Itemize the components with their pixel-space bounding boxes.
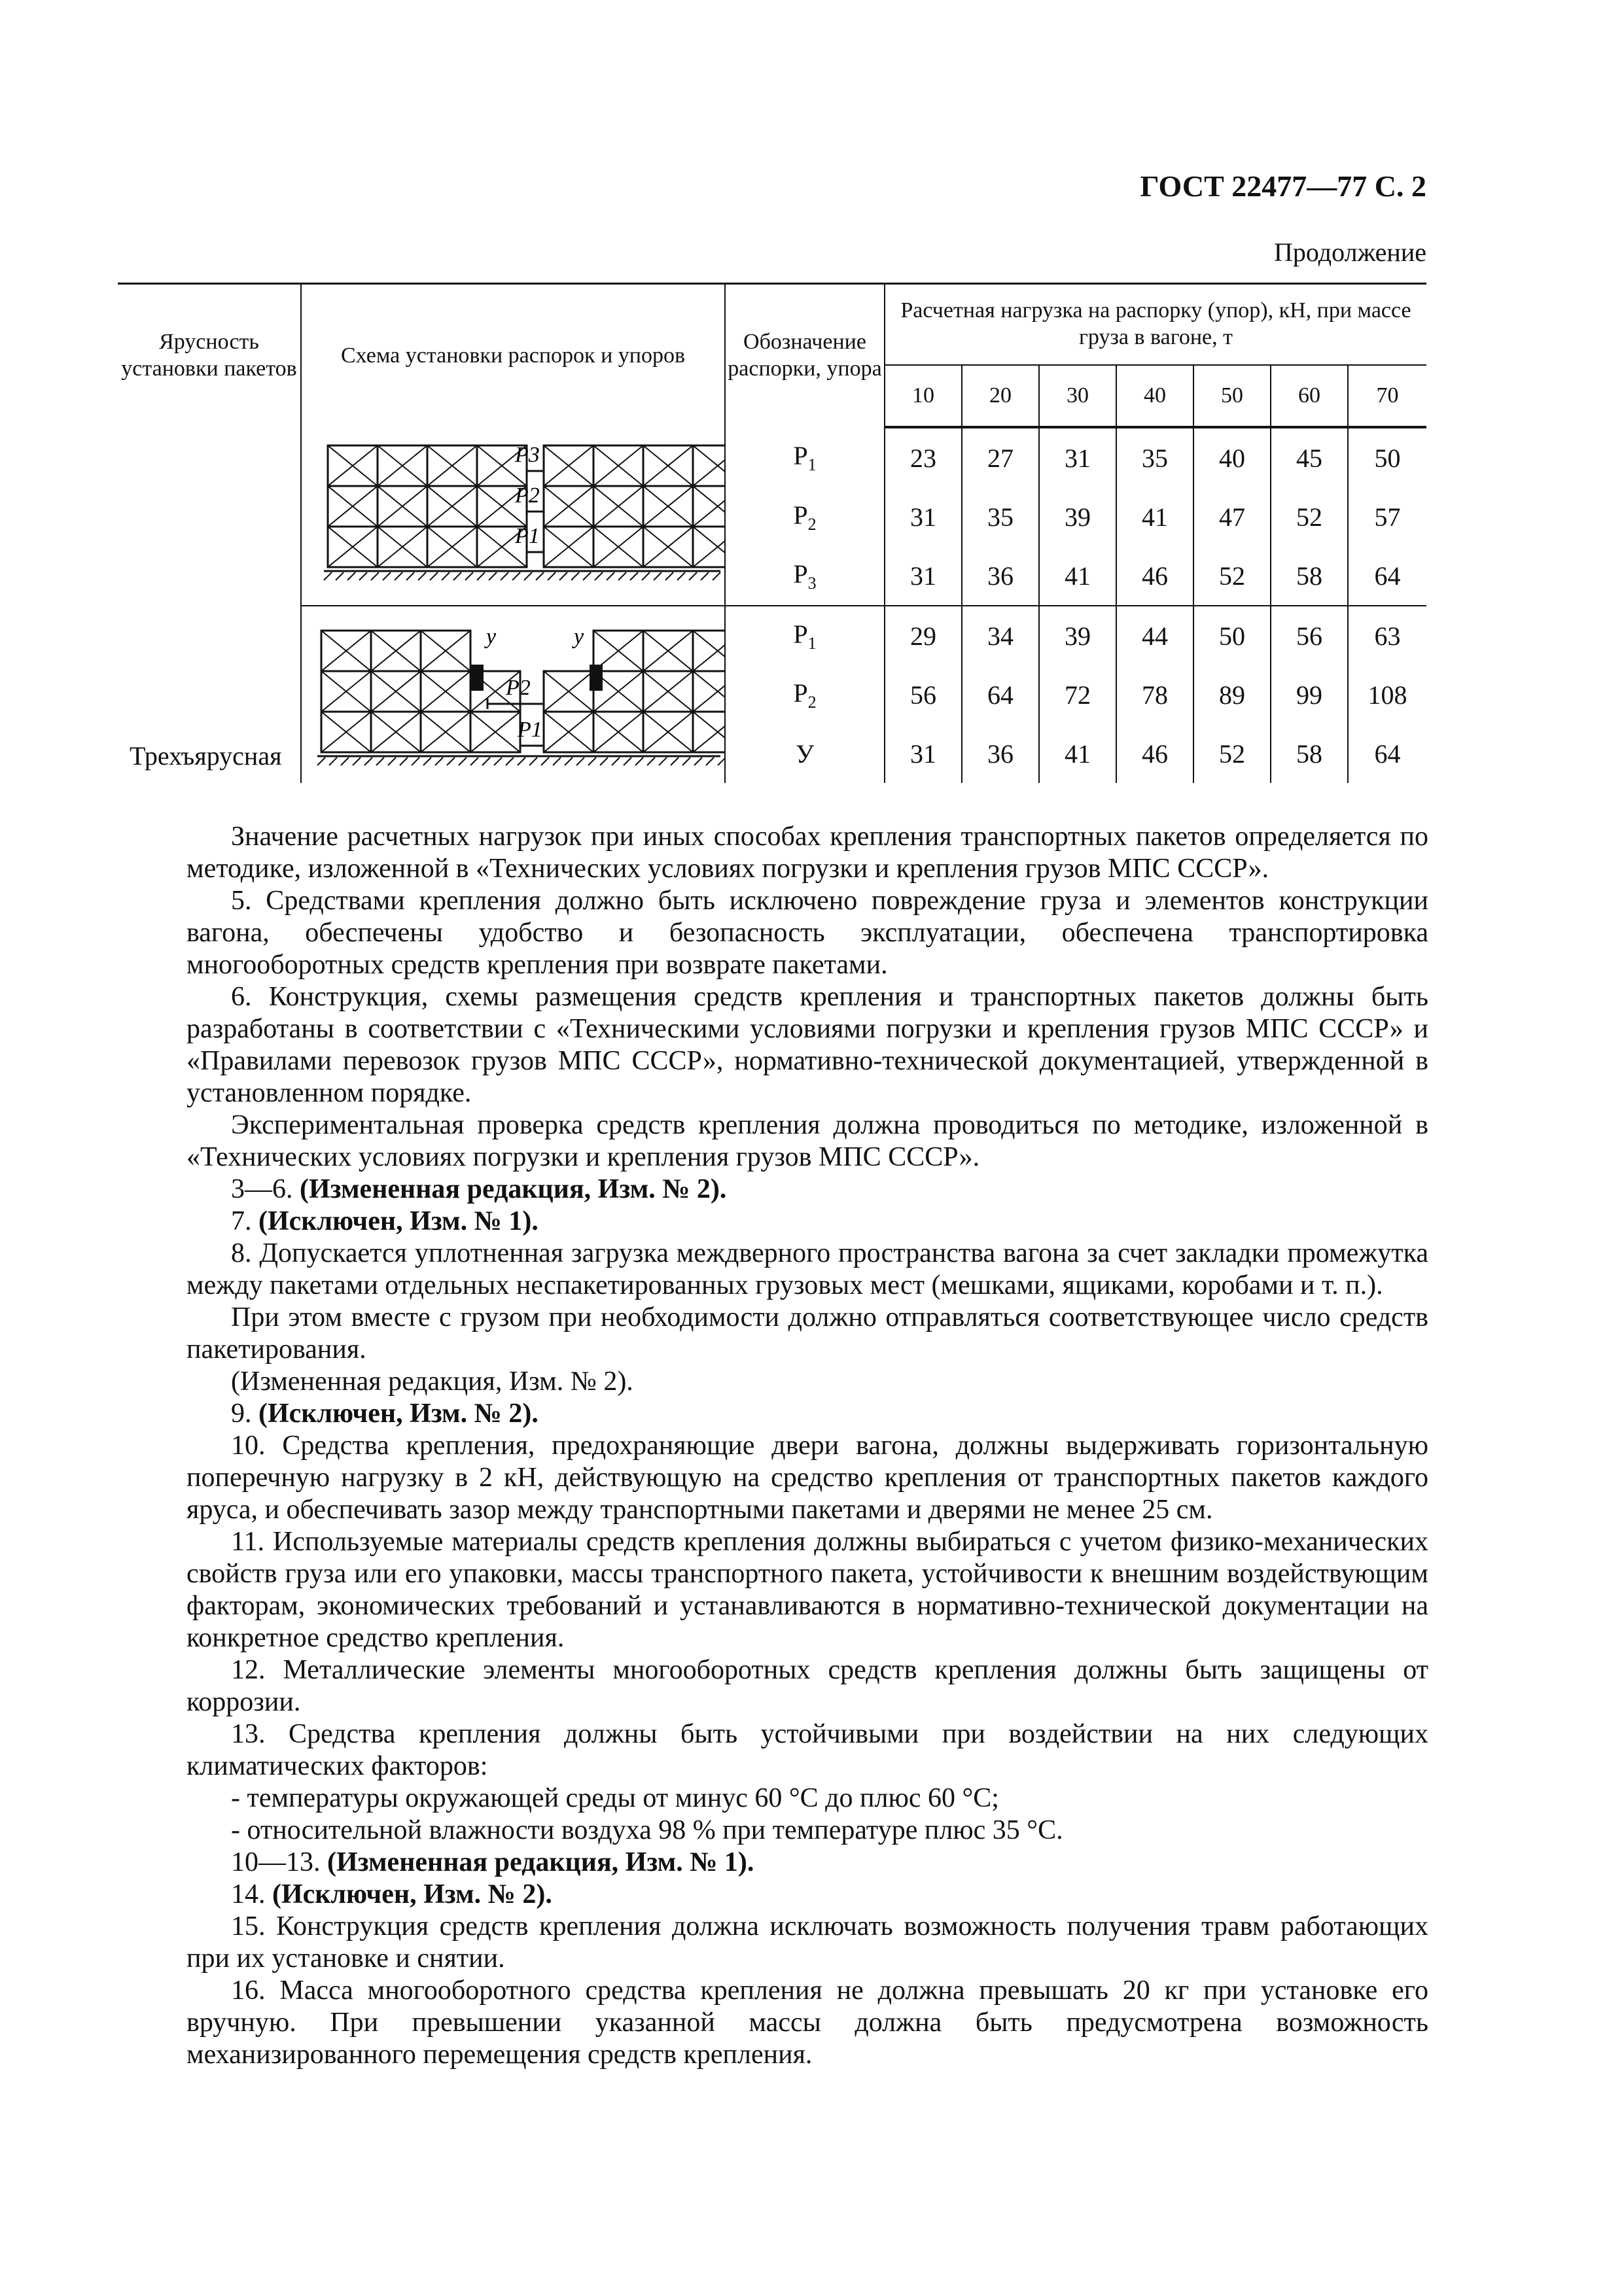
designation-index: 2 [807,692,817,712]
paragraph [186,821,1428,885]
load-value-cell: 36 [962,546,1039,606]
paragraph [186,1238,1428,1302]
load-value-cell: 64 [962,665,1039,724]
paragraph-text: (Исключен, Изм. № 1). [258,1206,538,1236]
paragraph [186,1975,1428,2071]
load-value-cell: 31 [885,546,962,606]
paragraph [186,1398,1428,1430]
paragraph-text: - относительной влажности воздуха 98 % при температуре плюс 35 °С. [231,1815,1063,1845]
spacer-label: P1 [518,718,542,742]
load-value-cell: 31 [1039,427,1116,487]
designation-cell [725,427,885,487]
paragraph-text: (Измененная редакция, Изм. № 1). [327,1847,754,1877]
paragraph-text: (Измененная редакция, Изм. № 2). [231,1366,633,1397]
load-value-cell: 36 [962,724,1039,783]
col-designation-header: Обозначение распорки, упора [725,284,885,428]
paragraph [186,1430,1428,1526]
page-header: ГОСТ 22477—77 С. 2 [1140,169,1426,203]
paragraph [186,1206,1428,1238]
mass-column-header: 40 [1116,365,1193,427]
paragraph [186,1783,1428,1815]
paragraph [186,981,1428,1109]
load-value-cell: 41 [1039,724,1116,783]
load-value-cell: 64 [1348,546,1426,606]
load-value-cell: 78 [1116,665,1193,724]
paragraph-text: 16. Масса многооборотного средства крепления не должна превышать 20 кг при установке его вручную. При превышении указанной массы должна быть предусмотрена возможность механизированного перемещения средств крепления. [186,1975,1428,2070]
load-value-cell: 39 [1039,487,1116,546]
designation-cell [725,724,885,783]
mass-column-header: 30 [1039,365,1116,427]
designation-index: 1 [807,633,817,653]
paragraph-number: 7. [231,1206,258,1236]
paragraph-text: 10. Средства крепления, предохраняющие двери вагона, должны выдерживать горизонтальную поперечную нагрузку в 2 кН, действующую на средство крепления от транспортных пакетов каждого яруса, и обеспечивать зазор между транспортными пакетами и дверями не менее 25 см. [186,1431,1428,1525]
paragraph [186,1366,1428,1398]
designation-letter: У [795,739,815,769]
paragraph [186,1911,1428,1975]
load-value-cell: 34 [962,606,1039,665]
scheme-cell [301,606,725,783]
mass-column-header: 20 [962,365,1039,427]
designation-index: 3 [807,573,817,593]
load-value-cell: 63 [1348,606,1426,665]
load-value-cell: 41 [1039,546,1116,606]
paragraph [186,1174,1428,1206]
continuation-label: Продолжение [1274,237,1426,267]
scheme-cell [301,427,725,606]
stop-label: у [486,625,497,649]
mass-column-header: 70 [1348,365,1426,427]
load-value-cell: 47 [1193,487,1271,546]
designation-letter: Р [793,619,808,649]
designation-cell [725,487,885,546]
mass-column-header: 50 [1193,365,1271,427]
paragraph [186,1302,1428,1366]
tier-label: Трехъярусная [130,741,282,771]
spacer-label: P3 [515,443,540,467]
paragraph-text: (Измененная редакция, Изм. № 2). [300,1174,727,1204]
load-value-cell: 27 [962,427,1039,487]
col-scheme-header: Схема установки распорок и упоров [301,284,725,428]
paragraph-text: 8. Допускается уплотненная загрузка междверного пространства вагона за счет закладки промежутка между пакетами отдельных неспакетированных грузовых мест (мешками, ящиками, коробами и т. п.). [186,1238,1428,1300]
spacer-stop-scheme-diagram [302,608,724,781]
paragraph-number: 14. [231,1879,272,1909]
designation-cell [725,546,885,606]
paragraph [186,1879,1428,1911]
paragraph [186,1847,1428,1879]
load-value-cell: 44 [1116,606,1193,665]
load-table [118,283,1426,783]
load-value-cell: 64 [1348,724,1426,783]
designation-letter: Р [793,678,808,708]
paragraph-number: 9. [231,1399,258,1429]
load-value-cell: 23 [885,427,962,487]
load-value-cell: 31 [885,487,962,546]
load-value-cell: 52 [1193,724,1271,783]
paragraph-text: (Исключен, Изм. № 2). [272,1879,552,1909]
spacer-scheme-diagram [302,430,724,602]
load-value-cell: 89 [1193,665,1271,724]
paragraph-text: - температуры окружающей среды от минус 60 °С до плюс 60 °С; [231,1783,999,1813]
load-value-cell: 35 [1116,427,1193,487]
load-value-cell: 29 [885,606,962,665]
load-value-cell: 39 [1039,606,1116,665]
load-value-cell: 56 [885,665,962,724]
load-value-cell: 57 [1348,487,1426,546]
mass-column-header: 10 [885,365,962,427]
stop-label: у [574,625,584,649]
load-value-cell: 58 [1271,724,1348,783]
designation-cell [725,665,885,724]
paragraph-number: 10—13. [231,1847,327,1877]
load-value-cell: 108 [1348,665,1426,724]
paragraph-text: Значение расчетных нагрузок при иных способах крепления транспортных пакетов определяется по методике, изложенной в «Технических условиях погрузки и крепления грузов МПС СССР». [186,822,1428,884]
paragraph-text: 6. Конструкция, схемы размещения средств крепления и транспортных пакетов должны быть разработаны в соответствии с «Техническими условиями погрузки и крепления грузов МПС СССР» и «Правилами перевозок грузов МПС СССР», нормативно-технической документацией, утвержденной в установленном порядке. [186,982,1428,1108]
load-value-cell: 35 [962,487,1039,546]
load-value-cell: 50 [1193,606,1271,665]
designation-letter: Р [793,440,808,470]
load-value-cell: 41 [1116,487,1193,546]
designation-index: 2 [807,514,817,534]
load-value-cell: 50 [1348,427,1426,487]
paragraph-text: 15. Конструкция средств крепления должна исключать возможность получения травм работающих при их установке и снятии. [186,1911,1428,1974]
load-value-cell: 45 [1271,427,1348,487]
paragraph-text: 5. Средствами крепления должно быть исключено повреждение груза и элементов конструкции вагона, обеспечены удобство и безопасность эксплуатации, обеспечена транспортировка многооборотных средств крепления при возврате пакетами. [186,886,1428,980]
load-value-cell: 99 [1271,665,1348,724]
paragraph-text: 12. Металлические элементы многооборотных средств крепления должны быть защищены от коррозии. [186,1655,1428,1717]
paragraph-text: (Исключен, Изм. № 2). [258,1399,538,1429]
load-value-cell: 52 [1271,487,1348,546]
load-value-cell: 72 [1039,665,1116,724]
paragraph-number: 3—6. [231,1174,300,1204]
paragraph [186,1815,1428,1847]
paragraph [186,885,1428,981]
col-load-header: Расчетная нагрузка на распорку (упор), кН, при массе груза в вагоне, т [885,284,1426,366]
load-value-cell: 52 [1193,546,1271,606]
spacer-label: P1 [515,524,540,548]
paragraph-text: 11. Используемые материалы средств крепления должны выбираться с учетом физико-механических свойств груза или его упаковки, массы транспортного пакета, устойчивости к внешним воздействующим факторам, экономических требований и устанавливаются в нормативно-технической документации на конкретное средство крепления. [186,1527,1428,1653]
paragraph [186,1109,1428,1174]
load-value-cell: 46 [1116,724,1193,783]
spacer-label: P2 [506,676,531,700]
mass-column-header: 60 [1271,365,1348,427]
designation-cell [725,606,885,665]
load-value-cell: 40 [1193,427,1271,487]
paragraph-text: При этом вместе с грузом при необходимости должно отправляться соответствующее число средств пакетирования. [186,1302,1428,1365]
designation-letter: Р [793,500,808,530]
spacer-label: P2 [515,483,540,508]
load-value-cell: 46 [1116,546,1193,606]
paragraph [186,1718,1428,1783]
body-text [186,821,1428,2071]
paragraph [186,1654,1428,1718]
paragraph-text: Экспериментальная проверка средств крепления должна проводиться по методике, изложенной в «Технических условиях погрузки и крепления грузов МПС СССР». [186,1110,1428,1172]
designation-index: 1 [807,455,817,474]
paragraph [186,1526,1428,1654]
load-value-cell: 58 [1271,546,1348,606]
col-tier-header: Ярусность установки пакетов [118,284,301,428]
designation-letter: Р [793,559,808,589]
load-value-cell: 56 [1271,606,1348,665]
paragraph-text: 13. Средства крепления должны быть устойчивыми при воздействии на них следующих климатических факторов: [186,1719,1428,1781]
load-value-cell: 31 [885,724,962,783]
